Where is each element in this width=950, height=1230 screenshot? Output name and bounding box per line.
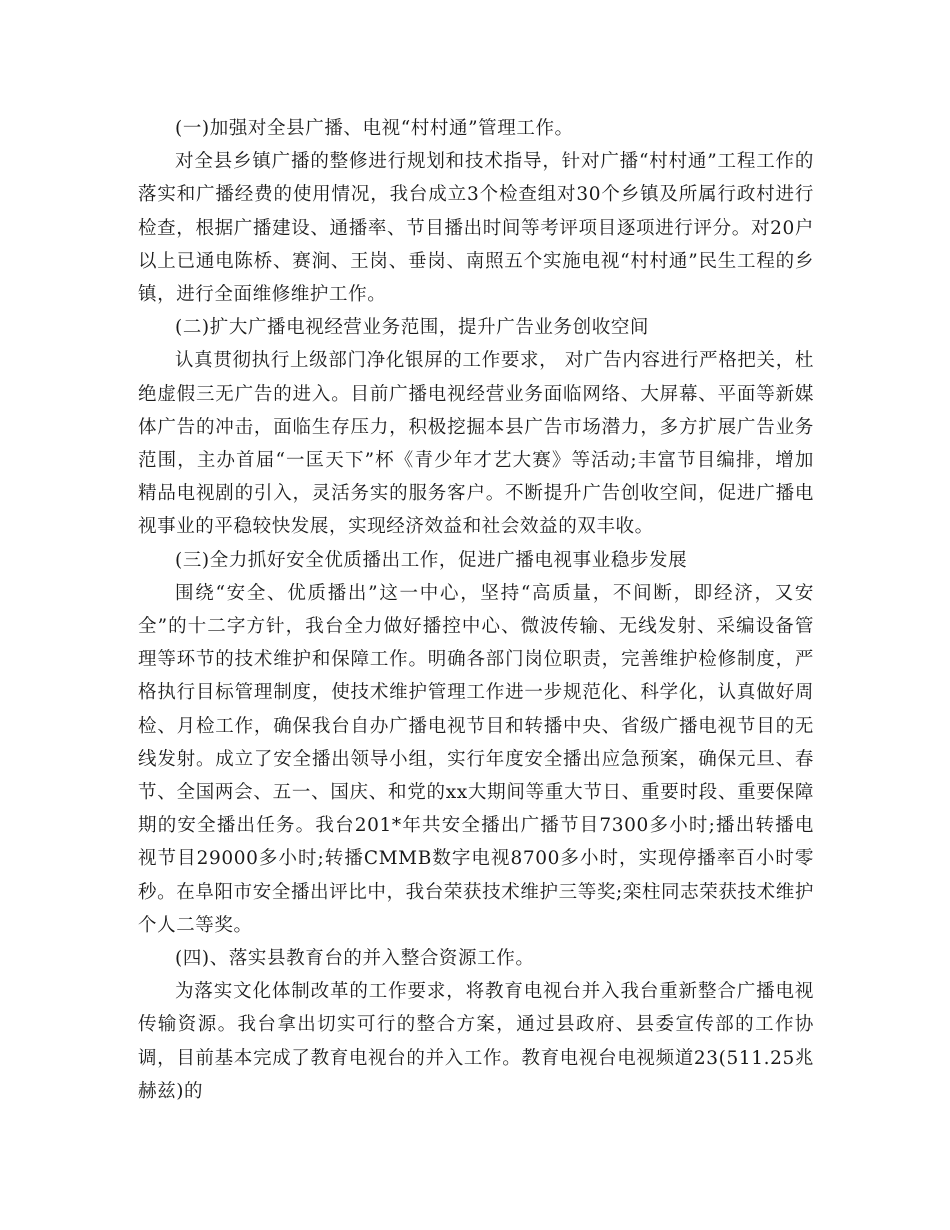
body-paragraph-1: 对全县乡镇广播的整修进行规划和技术指导，针对广播“村村通”工程工作的落实和广播经费的使用情况，我台成立3个检查组对30个乡镇及所属行政村进行检查，根据广播建设、通播率、节目播出时间等考评项目逐项进行评分。对20户以上已通电陈桥、赛涧、王岗、垂岗、南照五个实施电视“村村通”民生工程的乡镇，进行全面维修维护工作。 [138,151,814,306]
body-paragraph-3: 围绕“安全、优质播出”这一中心，坚持“高质量，不间断，即经济，又安全”的十二字方针，我台全力做好播控中心、微波传输、无线发射、采编设备管理等环节的技术维护和保障工作。明确各部门岗位职责，完善维护检修制度，严格执行目标管理制度，使技术维护管理工作进一步规范化、科学化，认真做好周检、月检工作，确保我台自办广播电视节目和转播中央、省级广播电视节目的无线发射。成立了安全播出领导小组，实行年度安全播出应急预案，确保元旦、春节、全国两会、五一、国庆、和党的xx大期间等重大节日、重要时段、重要保障期的安全播出任务。我台201*年共安全播出广播节目7300多小时;播出转播电视节目29000多小时;转播CMMB数字电视8700多小时，实现停播率百小时零秒。在阜阳市安全播出评比中，我台荣获技术维护三等奖;栾柱同志荣获技术维护个人二等奖。 [138,582,814,936]
section-heading-2: (二)扩大广播电视经营业务范围，提升广告业务创收空间 [175,317,650,339]
body-paragraph-2: 认真贯彻执行上级部门净化银屏的工作要求， 对广告内容进行严格把关，杜绝虚假三无广告的进入。目前广播电视经营业务面临网络、大屏幕、平面等新媒体广告的冲击，面临生存压力，积极挖掘本县广告市场潜力，多方扩展广告业务范围，主办首届“一匡天下”杯《青少年才艺大赛》等活动;丰富节目编排，增加精品电视剧的引入，灵活务实的服务客户。不断提升广告创收空间，促进广播电视事业的平稳较快发展，实现经济效益和社会效益的双丰收。 [138,350,814,538]
section-heading-1: (一)加强对全县广播、电视“村村通”管理工作。 [175,118,574,139]
document-body [138,112,814,1108]
section-heading-3: (三)全力抓好安全优质播出工作，促进广播电视事业稳步发展 [175,549,688,571]
section-heading-4: (四)、落实县教育台的并入整合资源工作。 [175,948,535,970]
body-paragraph-4: 为落实文化体制改革的工作要求，将教育电视台并入我台重新整合广播电视传输资源。我台拿出切实可行的整合方案，通过县政府、县委宣传部的工作协调，目前基本完成了教育电视台的并入工作。教育电视台电视频道23(511.25兆赫兹)的 [138,981,814,1102]
